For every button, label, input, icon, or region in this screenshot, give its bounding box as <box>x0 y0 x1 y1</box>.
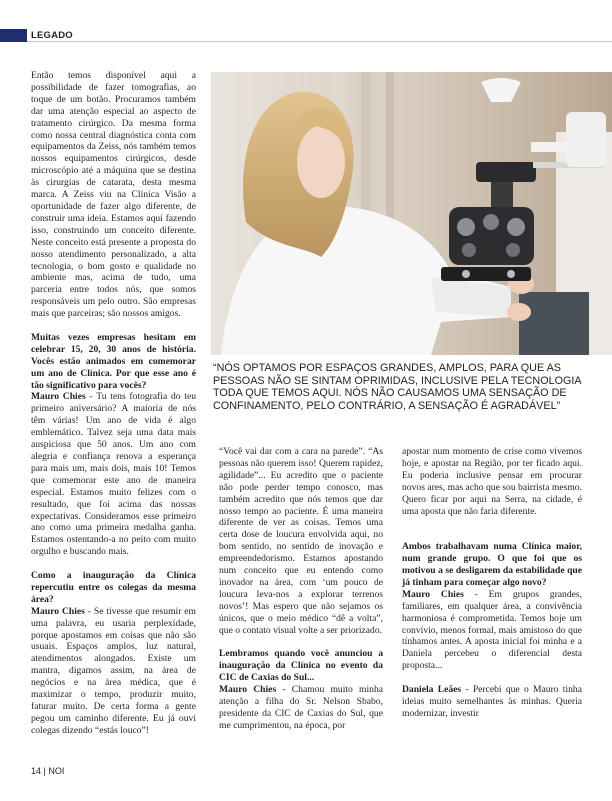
speaker-name: Mauro Chies <box>219 684 277 696</box>
speaker-name: Mauro Chies <box>31 605 85 617</box>
interview-question: Ambos trabalhavam numa Clínica maior, num grande grupo. O que foi que os motivou a se desligarem da estabilidade que já tinham para começar algo novo? <box>402 541 582 588</box>
interview-answer <box>31 391 196 558</box>
paragraph: “Você vai dar com a cara na parede”. “As pessoas não querem isso! Querem rapidez, agilidade”... Eu acredito que o paciente não pode perder tempo conosco, mas também acredito que nós temos que dar nosso tempo ao paciente. É uma maneira diferente de ver as coisas. Temos uma certa dose de loucura envolvida aqui, no bom sentido, no sentido de inovação e empreendedorismo. Estamos apostando num conceito que eu entendo como inovador na área, com ‘um pouco de loucura leva-nos a explorar terrenos novos’! Mas espero que não sejamos os únicos, que o meio médico “dê a volta”, que o contato visual volte a ser priorizado. <box>219 446 383 636</box>
interview-question: Muitas vezes empresas hesitam em celebrar 15, 20, 30 anos de história. Vocês estão animados em comemorar um ano de Clínica. Por que esse ano é tão significativo para vocês? <box>31 331 196 391</box>
answer-text: - Se tivesse que resumir em uma palavra, eu usaria perplexidade, porque apostamos em coisas que não são usuais. Espaços amplos, luz natural, atendimentos alongados. Existe um mantra, digamos assim, na área de negócios e na área médica, que é maximizar o tempo, produzir muito, faturar muito. De certa forma a gente pegou um caminho diferente. Eu já ouvi colegas dizendo “estás louco”! <box>31 605 197 736</box>
answer-text: - Percebi que o Mauro tinha ideias muito semelhantes às minhas. Queria modernizar, investir <box>402 684 582 719</box>
section-color-tab <box>0 29 27 42</box>
answer-text: - Tu tens fotografia do teu primeiro aniversário? A maioria de nós têm várias! Um ano de vida é algo emblemático. Talvez seja uma data mais auspiciosa que 50 anos. Um ano com alegria e confiança renova a esperança para mais um, mais dois, mais 10! Temos que comemorar este ano de maneira especial. Estamos muito felizes com o resultado, que foi acima das nossas expectativas. Consideramos esse primeiro ano como uma primeira medalha ganha. Estamos ostentando-a no peito com muito orgulho e buscando mais. <box>31 391 196 558</box>
interview-question: Lembramos quando você anunciou a inauguração da Clínica no evento da CIC de Caxias do Sul... <box>219 648 383 684</box>
text-column-1 <box>31 70 196 737</box>
interview-question: Como a inauguração da Clínica repercutiu entre os colegas da mesma área? <box>31 570 196 605</box>
text-column-3 <box>402 446 582 720</box>
paragraph: Então temos disponível aqui a possibilidade de fazer tomografias, ao toque de um botão. Procuramos também dar uma atenção especial ao aspecto de tratamento cirúrgico. Da mesma forma como nossa central diagnóstica conta com equipamentos da Zeiss, nós também temos nossos equipamentos cirúrgicos, desde microscópio até a máquina que se destina às cirurgias de catarata, desta mesma marca. A Zeiss viu na Clínica Visão a oportunidade de fazer algo diferente, de construir uma ideia. Estamos aqui fazendo isso, construindo um conceito diferente. Neste conceito está presente a proposta do nosso atendimento personalizado, a alta tecnologia, o bom gosto e qualidade no ambiente mas, acima de tudo, uma parceria entre todos nós, que somos responsáveis um pelo outro. São empresas mais que parceiras; são nossos amigos. <box>31 70 196 320</box>
paragraph: apostar num momento de crise como vivemos hoje, e apostar na Região, por ter ficado aqui. Eu poderia inclusive pensar em procurar novos ares, mas acho que sou bairrista mesmo. Quero ficar por aqui na Serra, na cidade, é uma aposta que não faria diferente. <box>402 446 582 517</box>
page-number: 14 | NOI <box>31 766 65 776</box>
text-column-2 <box>219 446 383 732</box>
interview-answer <box>402 589 582 672</box>
speaker-name: Mauro Chies <box>31 391 86 403</box>
interview-answer <box>219 684 383 732</box>
interview-answer <box>402 684 582 720</box>
speaker-name: Daniela Leães <box>402 684 462 696</box>
interview-answer <box>31 606 196 737</box>
photo-caption-quote: “NÓS OPTAMOS POR ESPAÇOS GRANDES, AMPLOS, PARA QUE AS PESSOAS NÃO SE SINTAM OPRIMIDAS, INCLUSIVE PELA TECNOLOGIA TODA QUE TEMOS AQUI. NÓS NÃO CAUSAMOS UMA SENSAÇÃO DE CONFINAMENTO, PELO CONTRÁRIO, A SENSAÇÃO É AGRADÁVEL” <box>213 362 581 412</box>
clinic-photo-illustration <box>211 72 612 355</box>
speaker-name: Mauro Chies <box>402 588 464 600</box>
section-label: LEGADO <box>31 30 73 41</box>
answer-text: - Chamou muito minha atenção a filha do Sr. Nelson Sbabo, presidente da CIC de Caxias do Sul, que me cumprimentou, na época, por <box>219 684 384 731</box>
article-photo <box>211 72 612 355</box>
section-divider <box>27 41 612 42</box>
answer-text: - Em grupos grandes, familiares, em qualquer área, a convivência harmoniosa é comprometida. Temos hoje um convívio, menos formal, mais amistoso do que tínhamos antes. A aposta inicial foi minha e a Daniela percebeu o diferencial desta proposta... <box>402 588 583 672</box>
